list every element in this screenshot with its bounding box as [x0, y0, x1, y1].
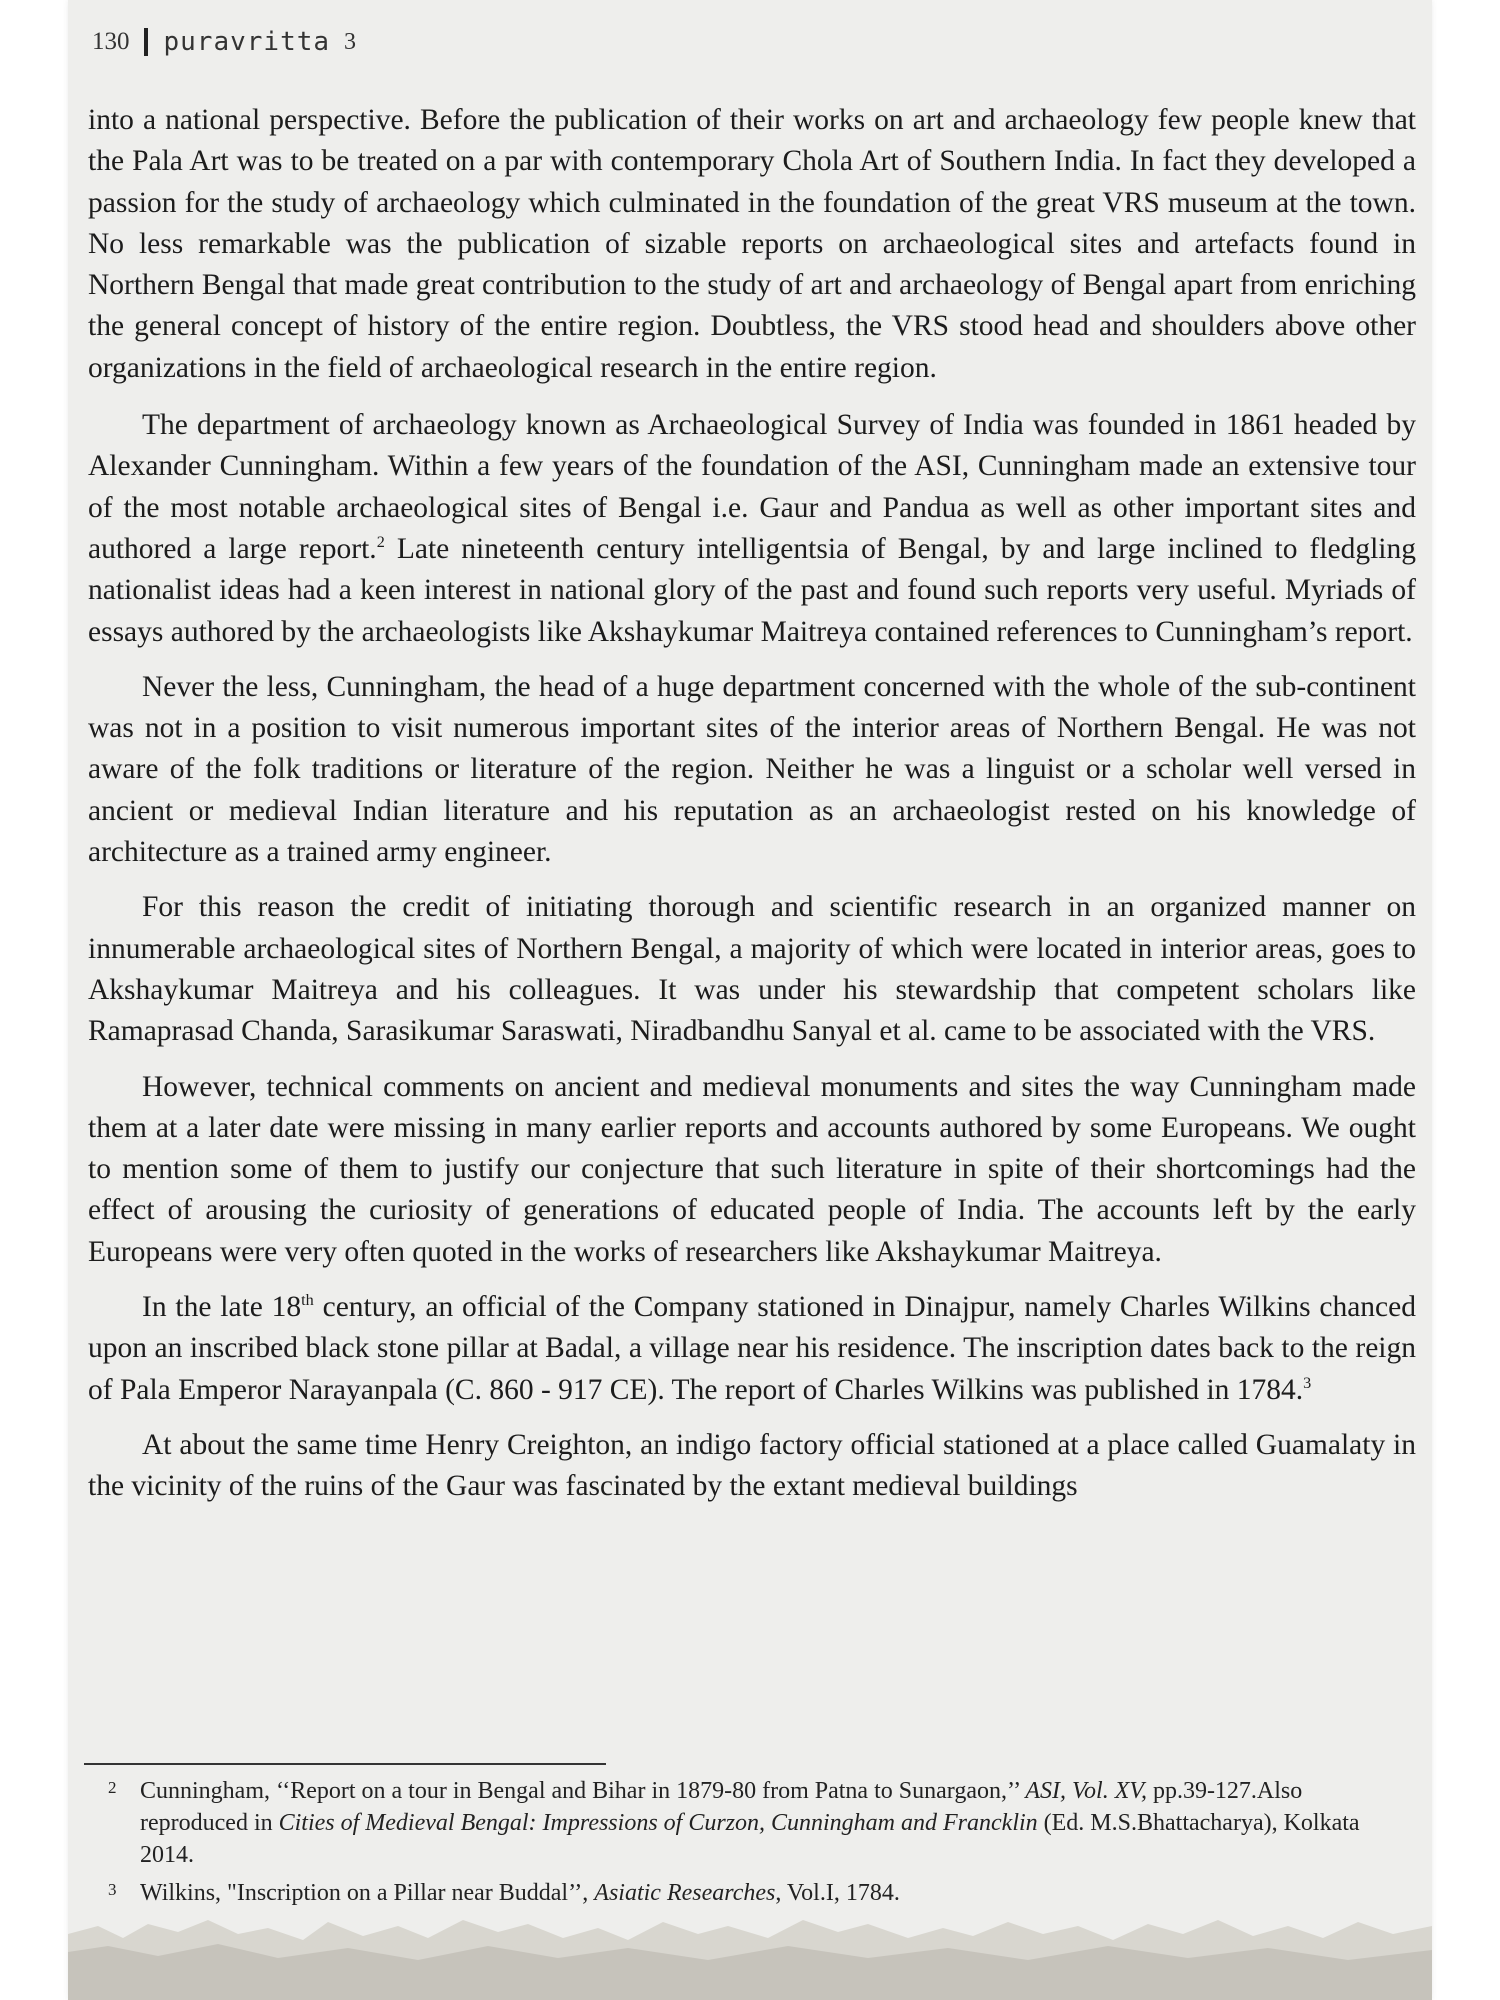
journal-title: puravritta [163, 27, 331, 57]
footnote-citation: Asiatic Researches [594, 1880, 776, 1906]
paragraph-text: In the late 18 [142, 1291, 302, 1324]
paragraph: However, technical comments on ancient and medieval monuments and sites the way Cunningham made them at a later date were missing in many earlier reports and accounts authored by some Europeans. We ought to mention some of them to justify our conjecture that such literature in spite of their shortcomings had the effect of arousing the curiosity of generations of educated people of India. The accounts left by the early Europeans were very often quoted in the works of researchers like Akshaykumar Maitreya. [88, 1070, 1416, 1268]
footnote-text [140, 1775, 1416, 1871]
running-header [92, 24, 356, 60]
footnote-segment: Cunningham, ‘‘Report on a tour in Bengal and Bihar in 1879-80 from Patna to Sunargaon,’’ [140, 1778, 1026, 1804]
footnote-ref: 2 [376, 533, 385, 552]
footnote-segment: (Ed. M.S.Bhattacharya), Kolkata 2014. [140, 1810, 1360, 1868]
header-divider [144, 28, 148, 56]
footnote-segment: pp.39-127.Also reproduced in [140, 1778, 1303, 1836]
paragraph: into a national perspective. Before the publication of their works on art and archaeology few people knew that the Pala Art was to be treated on a par with contemporary Chola Art of Southern India. In fact they developed a passion for the study of archaeology which culminated in the foundation of the great VRS museum at the town. No less remarkable was the publication of sizable reports on archaeological sites and artefacts found in Northern Bengal that made great contribution to the study of art and archaeology of Bengal apart from enriching the general concept of history of the entire region. Doubtless, the VRS stood head and shoulders above other organizations in the field of archaeological research in the entire region. [88, 104, 1416, 384]
page-number: 130 [92, 28, 130, 55]
volume-number: 3 [344, 28, 357, 55]
footnote [108, 1877, 1416, 1909]
paragraph-text: Late nineteenth century intelligentsia of Bengal, by and large inclined to fledgling nationalist ideas had a keen interest in national glory of the past and found such reports very useful. Myriads of essays authored by the archaeologists like Akshaykumar Maitreya contained references to Cunningham’s report. [88, 532, 1416, 648]
footnote-segment: Wilkins, "Inscription on a Pillar near Buddal’’, [140, 1880, 595, 1906]
ordinal-suffix: th [301, 1291, 314, 1310]
footnote-number: 3 [108, 1880, 117, 1899]
footnotes [108, 1775, 1416, 1915]
footnote-ref: 3 [1303, 1373, 1312, 1392]
footnote [108, 1775, 1416, 1871]
footnote-number: 2 [108, 1778, 117, 1797]
paragraph [88, 405, 1416, 653]
footnote-citation: ASI, Vol. XV, [1025, 1778, 1147, 1804]
paragraph [88, 1287, 1416, 1411]
footnote-rule [84, 1763, 606, 1765]
footnote-citation: Cities of Medieval Bengal: Impressions of Curzon, Cunningham and Francklin [278, 1810, 1038, 1836]
torn-paper-edge [68, 1912, 1432, 2000]
paragraph: At about the same time Henry Creighton, an indigo factory official stationed at a place called Guamalaty in the vicinity of the ruins of the Gaur was fascinated by the extant medieval buildings [88, 1428, 1416, 1503]
paragraph-text: The department of archaeology known as Archaeological Survey of India was founded in 1861 headed by Alexander Cunningham. Within a few years of the foundation of the ASI, Cunningham made an extensive tour of the most notable archaeological sites of Bengal i.e. Gaur and Pandua as well as other important sites and authored a large report. [88, 409, 1416, 565]
body-text [88, 100, 1416, 1522]
paragraph: Never the less, Cunningham, the head of a huge department concerned with the whole of the sub-continent was not in a position to visit numerous important sites of the interior areas of Northern Bengal. He was not aware of the folk traditions or literature of the region. Neither he was a linguist or a scholar well versed in ancient or medieval Indian literature and his reputation as an archaeologist rested on his knowledge of architecture as a trained army engineer. [88, 670, 1416, 869]
footnote-text [140, 1877, 1416, 1909]
paragraph: For this reason the credit of initiating thorough and scientific research in an organized manner on innumerable archaeological sites of Northern Bengal, a majority of which were located in interior areas, goes to Akshaykumar Maitreya and his colleagues. It was under his stewardship that competent scholars like Ramaprasad Chanda, Sarasikumar Saraswati, Niradbandhu Sanyal et al. came to be associated with the VRS. [88, 891, 1416, 1048]
book-page [68, 0, 1432, 2000]
paragraph-text: century, an official of the Company stationed in Dinajpur, namely Charles Wilkins chanced upon an inscribed black stone pillar at Badal, a village near his residence. The inscription dates back to the reign of Pala Emperor Narayanpala (C. 860 - 917 CE). The report of Charles Wilkins was published in 1784. [88, 1291, 1416, 1406]
footnote-segment: , Vol.I, 1784. [775, 1880, 900, 1906]
